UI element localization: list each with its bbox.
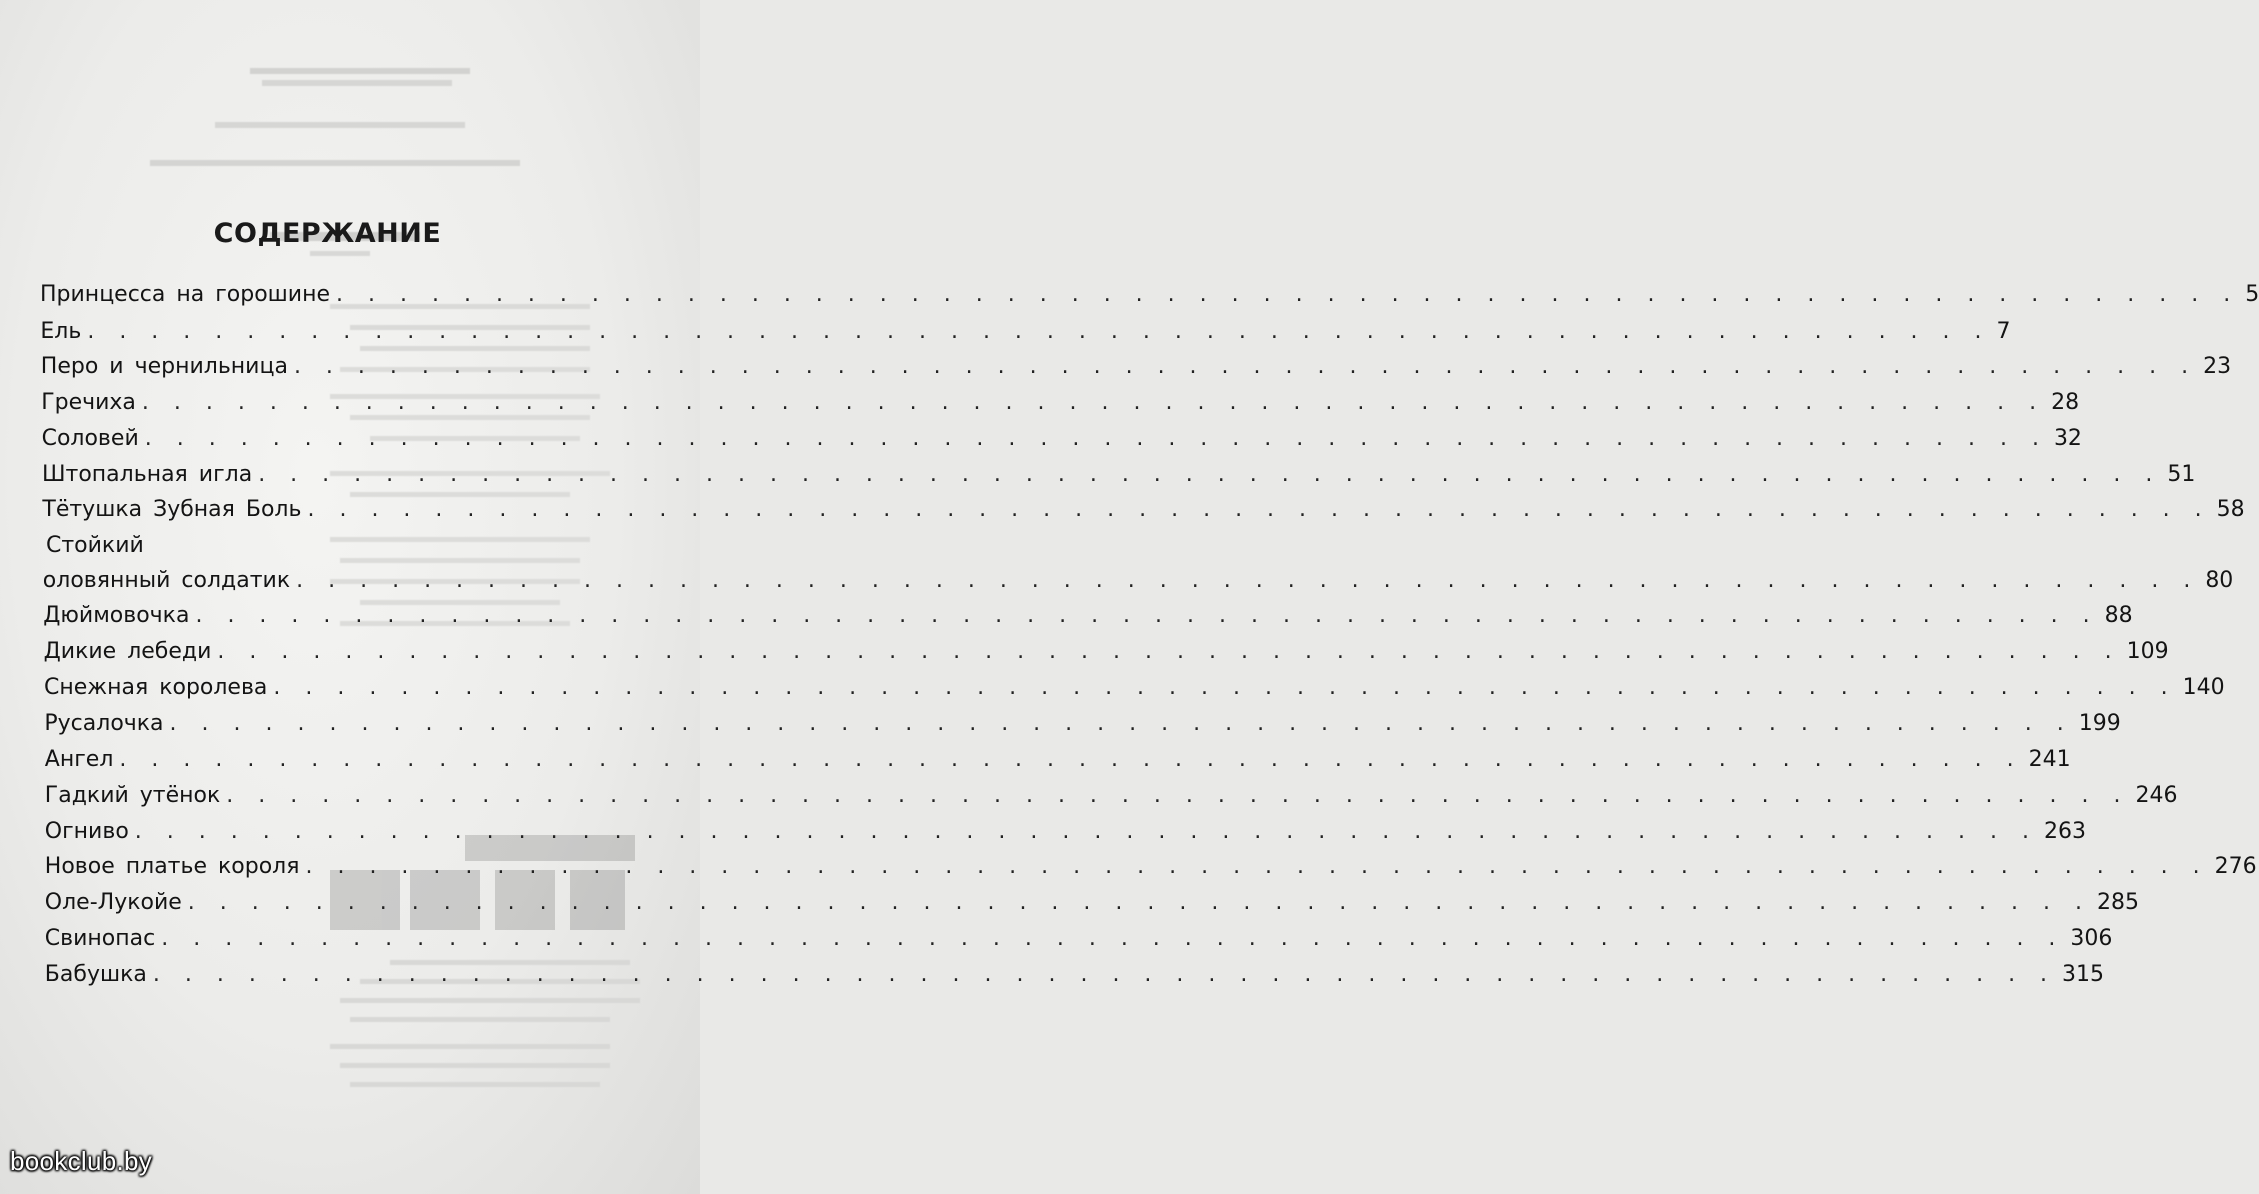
toc-entry-page-number: 285 [2096, 890, 2139, 915]
toc-entry-page-number: 276 [2214, 854, 2257, 879]
toc-entry-label: Русалочка [44, 711, 164, 736]
toc-entry-label: Соловей [41, 426, 139, 451]
dot-leader: . . . . . . . . . . . . . . . . . . . . . . . . . . . . . . . . . . . . . . . . . . . . . . . . . . . . . . . . . . . . [217, 639, 2119, 664]
toc-entry-label-line1: Стойкий [46, 533, 144, 558]
toc-entry-page-number: 58 [2216, 497, 2245, 522]
dot-leader: . . . . . . . . . . . . . . . . . . . . . . . . . . . . . . . . . . . . . . . . . . . . . . . . . . . . . . . . . . . . [226, 783, 2128, 808]
dot-leader: . . . . . . . . . . . . . . . . . . . . . . . . . . . . . . . . . . . . . . . . . . . . . . . . . . . . . . . . . . . . [87, 319, 1989, 344]
toc-entry [43, 603, 2133, 628]
dot-leader: . . . . . . . . . . . . . . . . . . . . . . . . . . . . . . . . . . . . . . . . . . . . . . . . . . . . . . . . . . . . [187, 890, 2089, 915]
toc-entry-label: Бабушка [44, 962, 147, 987]
toc-entry-page-number: 263 [2043, 819, 2086, 844]
toc-entry [44, 854, 2257, 879]
dot-leader: . . . . . . . . . . . . . . . . . . . . . . . . . . . . . . . . . . . . . . . . . . . . . . . . . . . . . . . . . . . . [141, 390, 2044, 415]
toc-entry-label: Снежная королева [44, 675, 268, 700]
toc-entry-page-number: 28 [2051, 390, 2080, 415]
toc-entry [44, 819, 2086, 844]
toc-entry-page-number: 246 [2135, 783, 2178, 808]
toc-entry-label: Штопальная игла [42, 462, 253, 487]
show-through-text [150, 160, 530, 170]
dot-leader: . . . . . . . . . . . . . . . . . . . . . . . . . . . . . . . . . . . . . . . . . . . . . . . . . . . . . . . . . . . . [119, 747, 2021, 772]
toc-entry-page-number: 7 [1996, 319, 2011, 344]
toc-entry-label: Новое платье короля [44, 854, 300, 879]
toc-entry [44, 747, 2071, 772]
toc-entry-label: Дикие лебеди [43, 639, 212, 664]
dot-leader: . . . . . . . . . . . . . . . . . . . . . . . . . . . . . . . . . . . . . . . . . . . . . . . . . . . . . . . . . . . . [336, 282, 2238, 307]
toc-entry-page-number: 88 [2104, 603, 2133, 628]
toc-entry [44, 890, 2139, 915]
toc-entry-page-number: 5 [2245, 282, 2259, 307]
toc-entry-label: Ангел [44, 747, 114, 772]
toc-entry-label: Тётушка Зубная Боль [42, 497, 302, 522]
toc-entry [40, 282, 2259, 307]
show-through-text [250, 62, 480, 102]
toc-entry-page-number: 306 [2070, 926, 2113, 951]
contents-title: СОДЕРЖАНИЕ [213, 218, 442, 250]
dot-leader: . . . . . . . . . . . . . . . . . . . . . . . . . . . . . . . . . . . . . . . . . . . . . . . . . . . . . . . . . . . . [307, 497, 2209, 522]
toc-entry-label: Свинопас [44, 926, 156, 951]
toc-entry-page-number: 23 [2203, 354, 2232, 379]
toc-entry-page-number: 241 [2028, 747, 2071, 772]
toc-entry-page-number: 109 [2126, 639, 2169, 664]
toc-entry-label: Дюймовочка [43, 603, 190, 628]
toc-entry-page-number: 80 [2205, 568, 2234, 593]
dot-leader: . . . . . . . . . . . . . . . . . . . . . . . . . . . . . . . . . . . . . . . . . . . . . . . . . . . . . . . . . . . . [169, 711, 2071, 736]
toc-entry-label: Принцесса на горошине [40, 282, 331, 307]
dot-leader: . . . . . . . . . . . . . . . . . . . . . . . . . . . . . . . . . . . . . . . . . . . . . . . . . . . . . . . . . . . . [273, 675, 2175, 700]
dot-leader: . . . . . . . . . . . . . . . . . . . . . . . . . . . . . . . . . . . . . . . . . . . . . . . . . . . . . . . . . . . . [258, 462, 2160, 487]
dot-leader: . . . . . . . . . . . . . . . . . . . . . . . . . . . . . . . . . . . . . . . . . . . . . . . . . . . . . . . . . . . . [293, 354, 2196, 379]
toc-entry-label: Оле-Лукойе [44, 890, 182, 915]
dot-leader: . . . . . . . . . . . . . . . . . . . . . . . . . . . . . . . . . . . . . . . . . . . . . . . . . . . . . . . . . . . . [152, 962, 2055, 987]
toc-entry [41, 390, 2080, 415]
toc-entry-page-number: 315 [2062, 962, 2105, 987]
toc-entry-label: оловянный солдатик [42, 568, 291, 593]
toc-entry [41, 426, 2082, 451]
toc-entry [44, 962, 2105, 987]
toc-entry [42, 497, 2245, 522]
toc-entry-label: Ель [40, 319, 82, 344]
toc-entry-page-number: 140 [2182, 675, 2225, 700]
toc-entry-page-number: 51 [2167, 462, 2196, 487]
toc-entry [42, 462, 2196, 487]
toc-entry-label: Гадкий утёнок [44, 783, 221, 808]
toc-entry-label: Перо и чернильница [40, 354, 288, 379]
toc-entry [44, 675, 2225, 700]
dot-leader: . . . . . . . . . . . . . . . . . . . . . . . . . . . . . . . . . . . . . . . . . . . . . . . . . . . . . . . . . . . . [305, 854, 2207, 879]
toc-entry [42, 568, 2234, 593]
site-watermark: bookclub.by [10, 1146, 153, 1176]
toc-entry-page-number: 199 [2078, 711, 2121, 736]
toc-entry [44, 783, 2178, 808]
dot-leader: . . . . . . . . . . . . . . . . . . . . . . . . . . . . . . . . . . . . . . . . . . . . . . . . . . . . . . . . . . . . [134, 819, 2036, 844]
toc-entry-page-number: 32 [2053, 426, 2082, 451]
show-through-text [215, 122, 485, 132]
toc-entry [44, 711, 2121, 736]
toc-entry [43, 639, 2169, 664]
dot-leader: . . . . . . . . . . . . . . . . . . . . . . . . . . . . . . . . . . . . . . . . . . . . . . . . . . . . . . . . . . . . [195, 603, 2097, 628]
toc-entry [40, 319, 2011, 344]
toc-entry-label: Гречиха [41, 390, 136, 415]
dot-leader: . . . . . . . . . . . . . . . . . . . . . . . . . . . . . . . . . . . . . . . . . . . . . . . . . . . . . . . . . . . . [296, 568, 2198, 593]
dot-leader: . . . . . . . . . . . . . . . . . . . . . . . . . . . . . . . . . . . . . . . . . . . . . . . . . . . . . . . . . . . . [161, 926, 2063, 951]
toc-entry [40, 354, 2232, 379]
toc-entry [44, 926, 2113, 951]
toc-entry-label: Огниво [44, 819, 129, 844]
dot-leader: . . . . . . . . . . . . . . . . . . . . . . . . . . . . . . . . . . . . . . . . . . . . . . . . . . . . . . . . . . . . [144, 426, 2046, 451]
